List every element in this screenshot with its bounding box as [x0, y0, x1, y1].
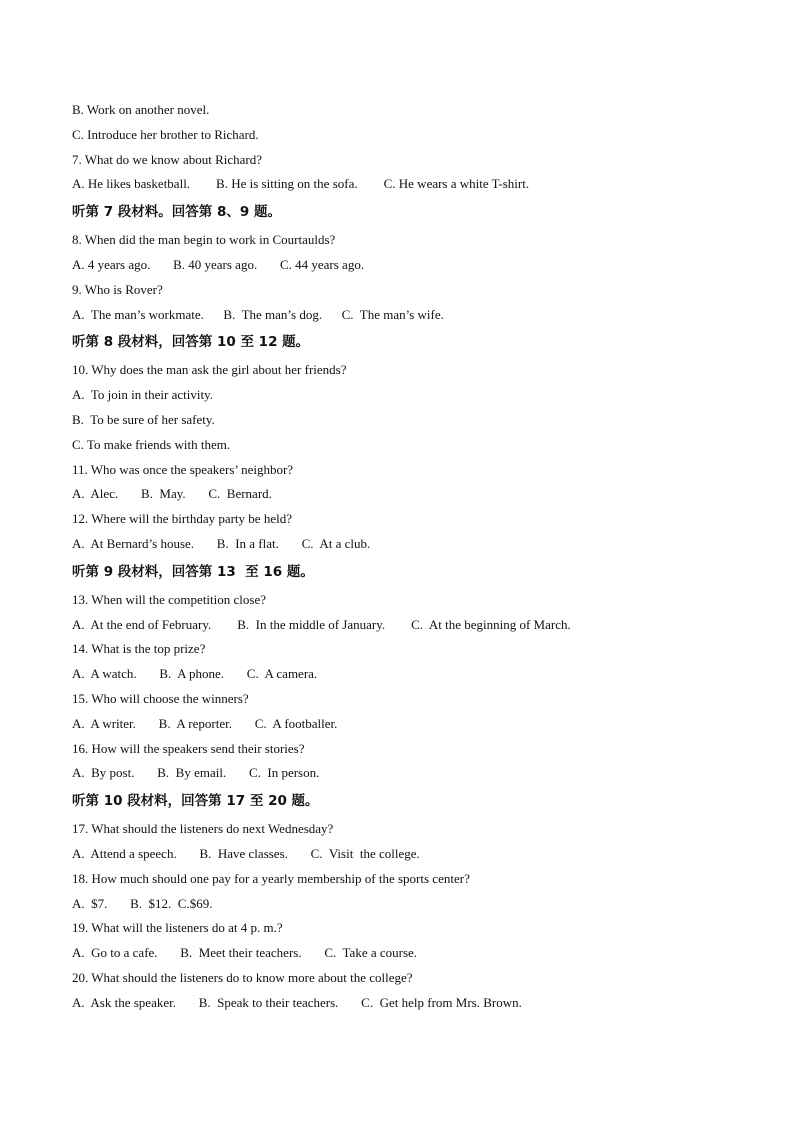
section-heading: 听第 9 段材料，回答第 13 至 16 题。: [72, 563, 314, 580]
option-line: A. By post. B. By email. C. In person.: [72, 765, 320, 781]
question-line: 19. What will the listeners do at 4 p. m.?: [72, 920, 283, 936]
question-line: 7. What do we know about Richard?: [72, 151, 263, 167]
option-line: A. At the end of February. B. In the middle of January. C. At the beginning of March.: [72, 616, 571, 632]
question-line: 11. Who was once the speakers’ neighbor?: [72, 461, 294, 477]
section-heading: 听第 8 段材料，回答第 10 至 12 题。: [72, 334, 310, 351]
option-line: A. A watch. B. A phone. C. A camera.: [72, 666, 318, 682]
question-line: 12. Where will the birthday party be held?: [72, 511, 292, 527]
option-line: B. Work on another novel.: [72, 102, 210, 117]
section-heading: 听第 7 段材料。回答第 8、9 题。: [72, 204, 281, 221]
section-heading: 听第 10 段材料，回答第 17 至 20 题。: [72, 793, 319, 810]
question-line: 17. What should the listeners do next Wednesday?: [72, 821, 334, 837]
option-line: A. The man’s workmate. B. The man’s dog. C. The man’s wife.: [72, 306, 444, 322]
option-line: C. Introduce her brother to Richard.: [72, 126, 259, 142]
option-line: A. To join in their activity.: [72, 387, 213, 403]
option-line: A. Go to a cafe. B. Meet their teachers. C. Take a course.: [72, 945, 418, 961]
option-line: A. Ask the speaker. B. Speak to their teachers. C. Get help from Mrs. Brown.: [72, 994, 522, 1010]
question-line: 15. Who will choose the winners?: [72, 690, 249, 706]
question-line: 18. How much should one pay for a yearly membership of the sports center?: [72, 870, 470, 886]
option-line: A. $7. B. $12. C.$69.: [72, 895, 213, 911]
question-line: 16. How will the speakers send their stories?: [72, 740, 305, 756]
document-page: [72, 98, 732, 1016]
option-line: C. To make friends with them.: [72, 436, 231, 452]
question-line: 10. Why does the man ask the girl about her friends?: [72, 362, 347, 378]
question-line: 8. When did the man begin to work in Courtaulds?: [72, 232, 336, 248]
option-line: A. He likes basketball. B. He is sitting on the sofa. C. He wears a white T-shirt.: [72, 176, 530, 192]
option-line: A. Attend a speech. B. Have classes. C. Visit the college.: [72, 845, 420, 861]
option-line: A. A writer. B. A reporter. C. A footballer.: [72, 715, 338, 731]
option-line: A. 4 years ago. B. 40 years ago. C. 44 years ago.: [72, 256, 365, 272]
question-line: 13. When will the competition close?: [72, 591, 266, 607]
question-line: 14. What is the top prize?: [72, 641, 206, 657]
option-line: A. At Bernard’s house. B. In a flat. C. At a club.: [72, 535, 371, 551]
option-line: A. Alec. B. May. C. Bernard.: [72, 486, 272, 502]
option-line: B. To be sure of her safety.: [72, 411, 215, 427]
question-line: 20. What should the listeners do to know more about the college?: [72, 969, 413, 985]
question-line: 9. Who is Rover?: [72, 281, 163, 297]
